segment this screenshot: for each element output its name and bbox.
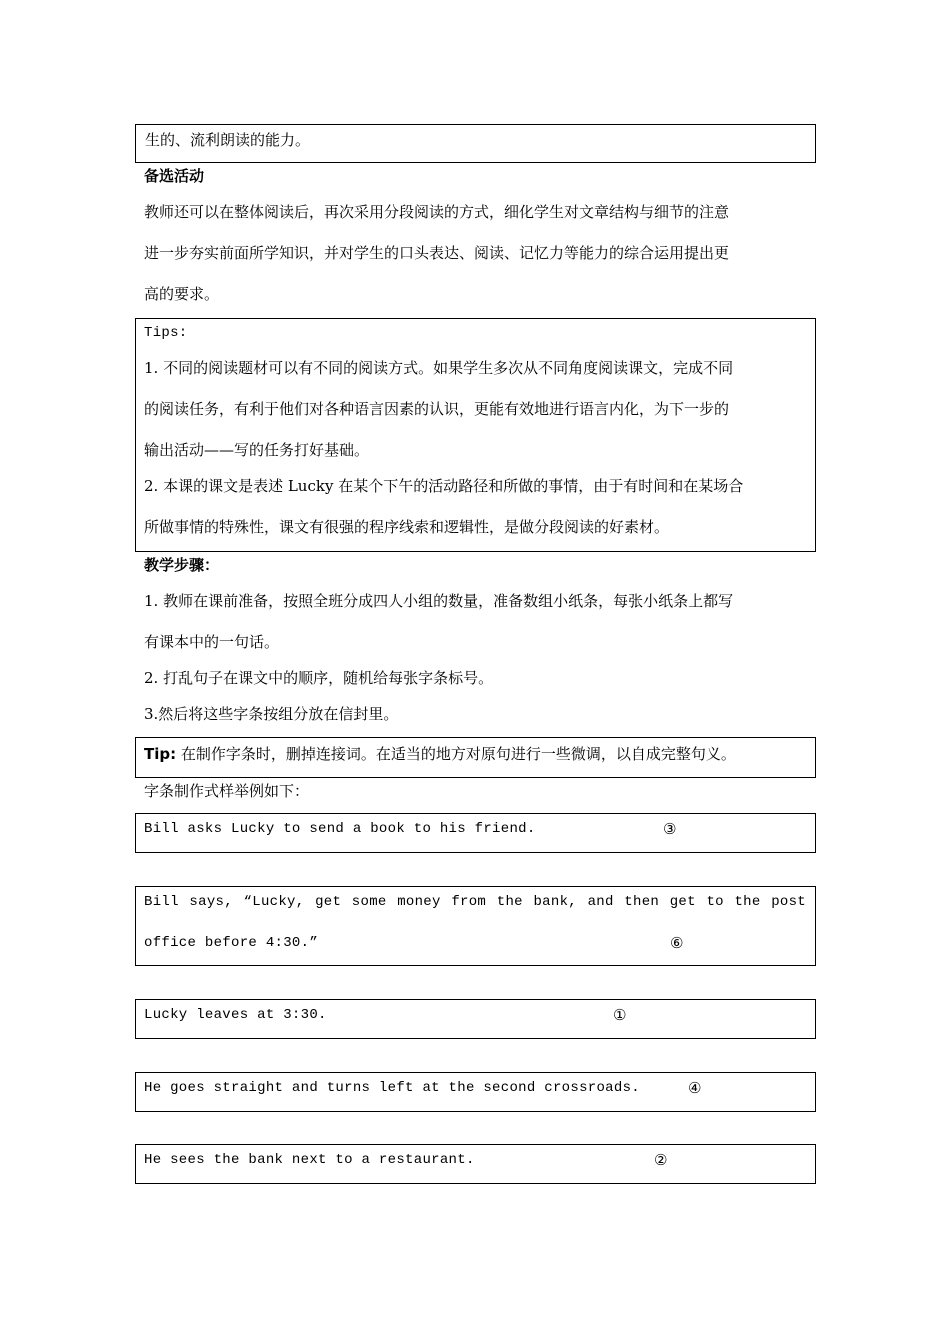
alt-activity-line: 教师还可以在整体阅读后，再次采用分段阅读的方式，细化学生对文章结构与细节的注意 bbox=[144, 203, 730, 221]
strip-number: ② bbox=[654, 1151, 668, 1169]
tips-line: 2. 本课的课文是表述 Lucky 在某个下午的活动路径和所做的事情，由于有时间和在某场合 bbox=[144, 477, 744, 495]
tips-box bbox=[135, 318, 816, 552]
strip-text: office before 4:30.” bbox=[144, 935, 319, 951]
example-intro: 字条制作式样举例如下： bbox=[144, 782, 310, 800]
alt-activity-line: 高的要求。 bbox=[144, 285, 220, 303]
sentence-strip bbox=[135, 1072, 816, 1112]
strip-text: He sees the bank next to a restaurant. bbox=[144, 1152, 475, 1168]
strip-number: ⑥ bbox=[670, 934, 684, 952]
strip-number: ④ bbox=[688, 1079, 702, 1097]
top-box-text: 生的、流利朗读的能力。 bbox=[145, 131, 311, 149]
tips-line: 所做事情的特殊性，课文有很强的程序线索和逻辑性，是做分段阅读的好素材。 bbox=[144, 518, 670, 536]
strip-text: Bill asks Lucky to send a book to his friend. bbox=[144, 821, 536, 837]
strip-text: Bill says, “Lucky, get some money from the bank, and then get to the post bbox=[144, 894, 806, 910]
strip-number: ③ bbox=[663, 820, 677, 838]
alt-activity-line: 进一步夯实前面所学知识，并对学生的口头表达、阅读、记忆力等能力的综合运用提出更 bbox=[144, 244, 730, 262]
strip-text: Lucky leaves at 3:30. bbox=[144, 1007, 327, 1023]
tips-line: 的阅读任务，有利于他们对各种语言因素的认识，更能有效地进行语言内化，为下一步的 bbox=[144, 400, 730, 418]
sentence-strip bbox=[135, 886, 816, 966]
steps-line: 3.然后将这些字条按组分放在信封里。 bbox=[144, 705, 399, 723]
tip-box bbox=[135, 737, 816, 778]
top-text-box bbox=[135, 124, 816, 163]
tip-text: 在制作字条时，删掉连接词。在适当的地方对原句进行一些微调，以自成完整句义。 bbox=[180, 745, 736, 763]
tips-line: 输出活动——写的任务打好基础。 bbox=[144, 441, 370, 459]
sentence-strip bbox=[135, 813, 816, 853]
strip-text: He goes straight and turns left at the second crossroads. bbox=[144, 1080, 640, 1096]
strip-number: ① bbox=[613, 1006, 627, 1024]
steps-line: 1. 教师在课前准备，按照全班分成四人小组的数量，准备数组小纸条，每张小纸条上都写 bbox=[144, 592, 734, 610]
tip-line bbox=[144, 744, 736, 764]
sentence-strip bbox=[135, 999, 816, 1039]
steps-line: 有课本中的一句话。 bbox=[144, 633, 280, 651]
tip-label: Tip: bbox=[144, 745, 177, 763]
tips-line: 1. 不同的阅读题材可以有不同的阅读方式。如果学生多次从不同角度阅读课文，完成不同 bbox=[144, 359, 734, 377]
steps-line: 2. 打乱句子在课文中的顺序，随机给每张字条标号。 bbox=[144, 669, 494, 687]
sentence-strip bbox=[135, 1144, 816, 1184]
alt-activity-heading: 备选活动 bbox=[144, 167, 205, 185]
steps-heading: 教学步骤： bbox=[144, 556, 220, 574]
tips-title: Tips: bbox=[144, 325, 188, 341]
